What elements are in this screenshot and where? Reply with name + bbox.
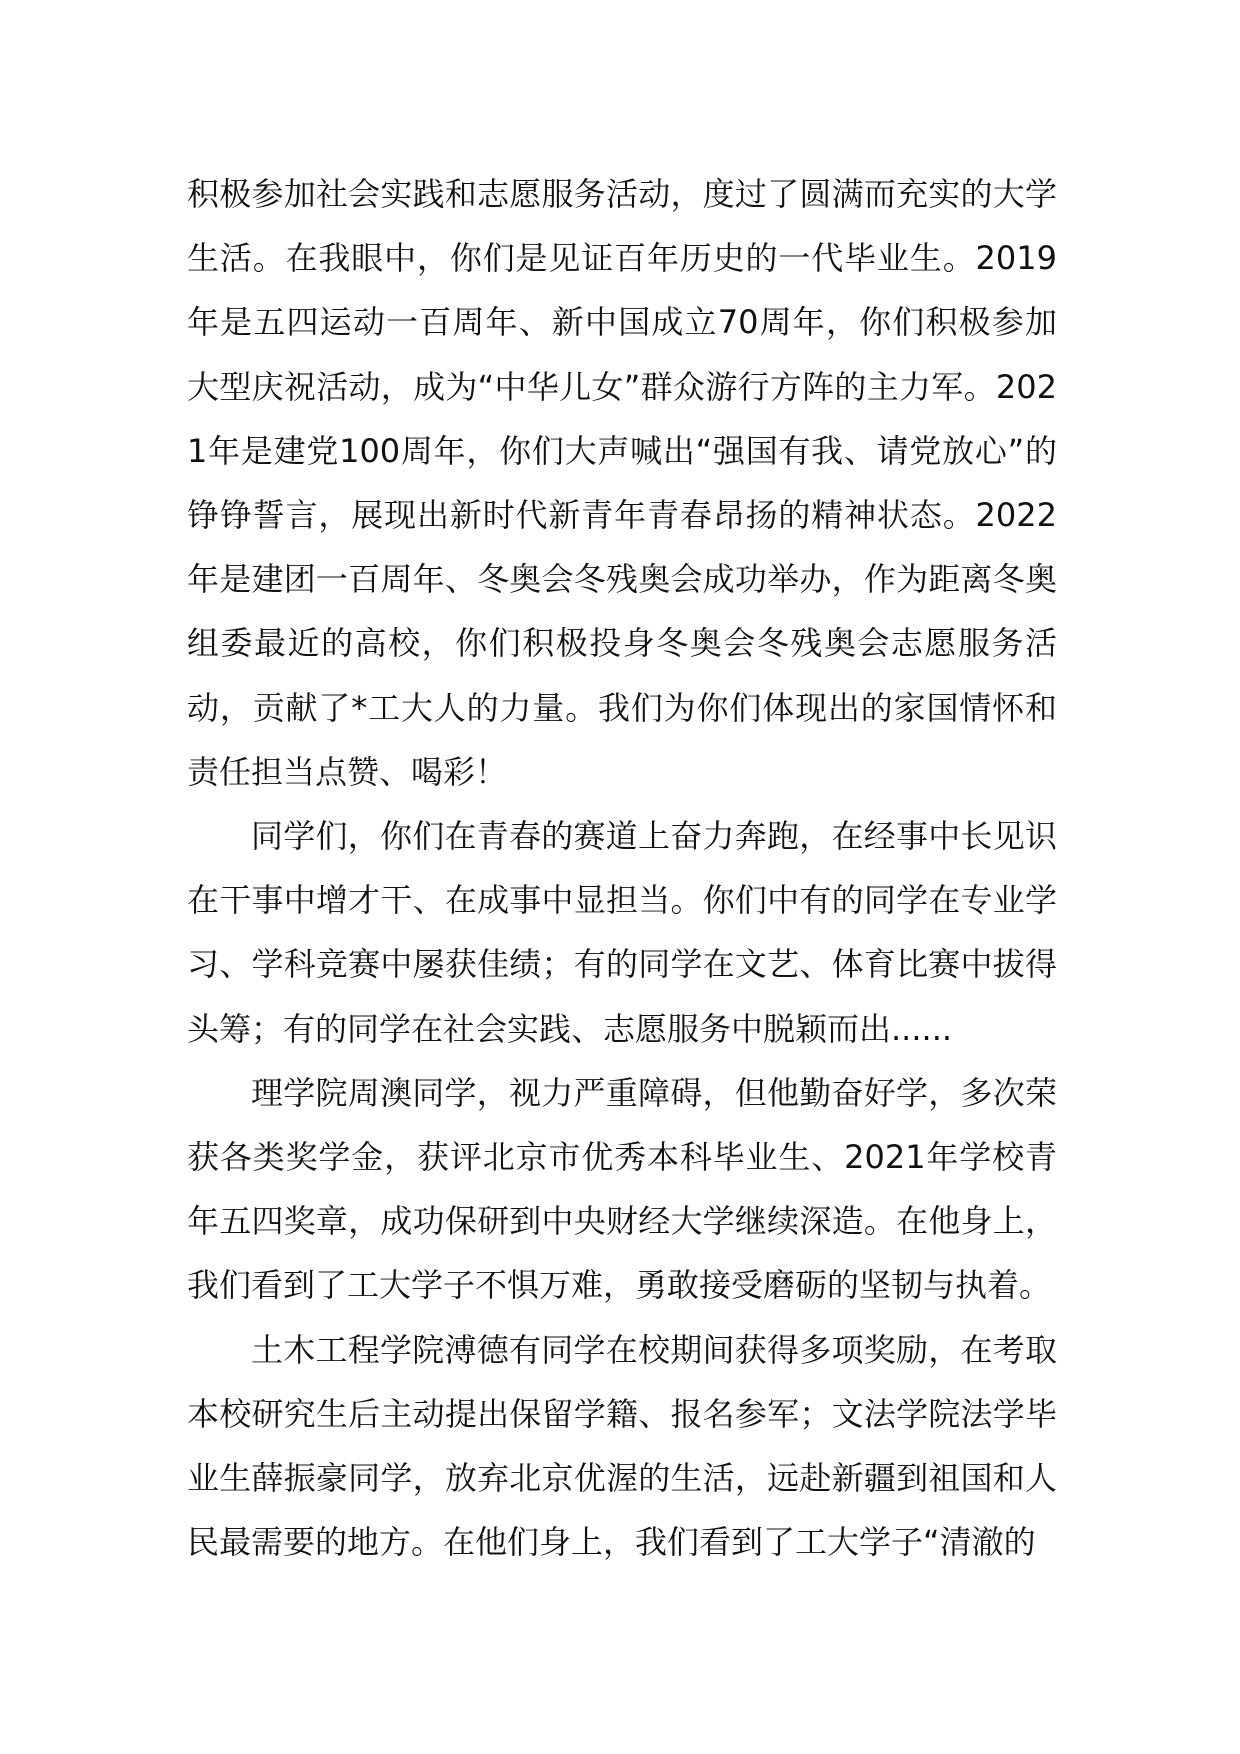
paragraph-students-running: 同学们，你们在青春的赛道上奋力奔跑，在经事中长见识在干事中增才干、在成事中显担当。你们中有的同学在专业学习、学科竞赛中屡获佳绩；有的同学在文艺、体育比赛中拔得头筹；有的同学在社会实践、志愿服务中脱颖而出...... [187,817,1057,1048]
paragraph-zhou-ao: 理学院周澳同学，视力严重障碍，但他勤奋好学，多次荣获各类奖学金，获评北京市优秀本科毕业生、2021年学校青年五四奖章，成功保研到中央财经大学继续深造。在他身上，我们看到了工大学子不惧万难，勇敢接受磨砺的坚韧与执着。 [187,1073,1057,1305]
paragraph-continued: 积极参加社会实践和志愿服务活动，度过了圆满而充实的大学生活。在我眼中，你们是见证百年历史的一代毕业生。2019年是五四运动一百周年、新中国成立70周年，你们积极参加大型庆祝活动，成为“中华儿女”群众游行方阵的主力军。2021年是建党100周年，你们大声喊出“强国有我、请党放心”的铮铮誓言，展现出新时代新青年青春昂扬的精神状态。2022年是建团一百周年、冬奥会冬残奥会成功举办，作为距离冬奥组委最近的高校，你们积极投身冬奥会冬残奥会志愿服务活动，贡献了*工大人的力量。我们为你们体现出的家国情怀和责任担当点赞、喝彩！ [187,175,1057,791]
body-text [187,162,1057,1574]
paragraph-pu-deyou: 土木工程学院溥德有同学在校期间获得多项奖励，在考取本校研究生后主动提出保留学籍、报名参军；文法学院法学毕业生薛振豪同学，放弃北京优渥的生活，远赴新疆到祖国和人民最需要的地方。在他们身上，我们看到了工大学子“清澈的 [187,1330,1057,1562]
